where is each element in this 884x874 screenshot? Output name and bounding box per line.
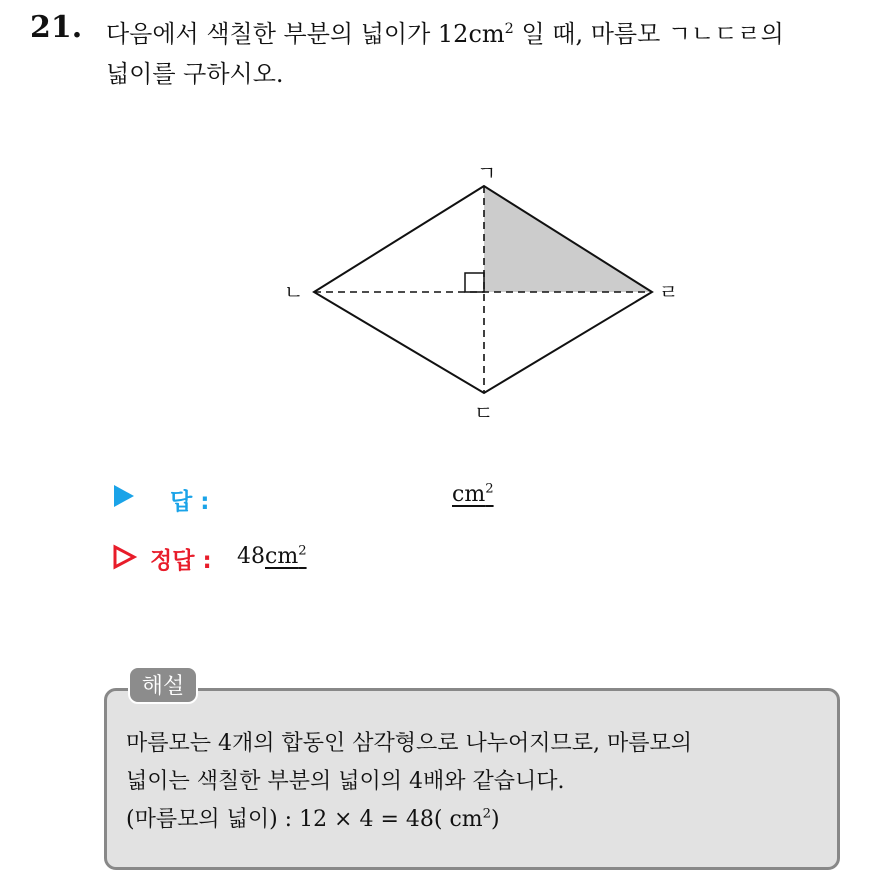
question-number: 21. bbox=[30, 10, 83, 45]
answer-label: 답 : bbox=[170, 489, 210, 515]
explanation-tag: 해설 bbox=[128, 666, 198, 704]
vertex-label-bottom: ㄷ bbox=[474, 401, 494, 425]
correct-answer-label: 정답 : bbox=[150, 548, 212, 574]
correct-answer-value: $48cm^2$ bbox=[237, 543, 307, 569]
vertex-label-right: ㄹ bbox=[659, 280, 679, 304]
correct-answer-marker-icon bbox=[112, 544, 138, 570]
vertex-label-left: ㄴ bbox=[284, 280, 304, 304]
explanation-line2: 넓이는 색칠한 부분의 넓이의 4배와 같습니다. bbox=[126, 769, 565, 794]
question-line2: 넓이를 구하시오. bbox=[106, 60, 284, 88]
answer-unit: $cm^2$ bbox=[452, 481, 494, 507]
question-unit-exponent: 2 bbox=[504, 21, 514, 37]
right-angle-mark bbox=[465, 273, 484, 292]
answer-marker-icon bbox=[112, 484, 136, 508]
vertex-label-top: ㄱ bbox=[477, 161, 497, 185]
question-line1: 다음에서 색칠한 부분의 넓이가 12cm bbox=[106, 20, 505, 48]
explanation-line3: (마름모의 넓이) : 12 × 4 = 48( $cm^2$) bbox=[126, 806, 500, 832]
explanation-line1: 마름모는 4개의 합동인 삼각형으로 나누어지므로, 마름모의 bbox=[126, 731, 693, 756]
question-line1-end: 일 때, 마름모 ㄱㄴㄷㄹ의 bbox=[513, 20, 784, 48]
